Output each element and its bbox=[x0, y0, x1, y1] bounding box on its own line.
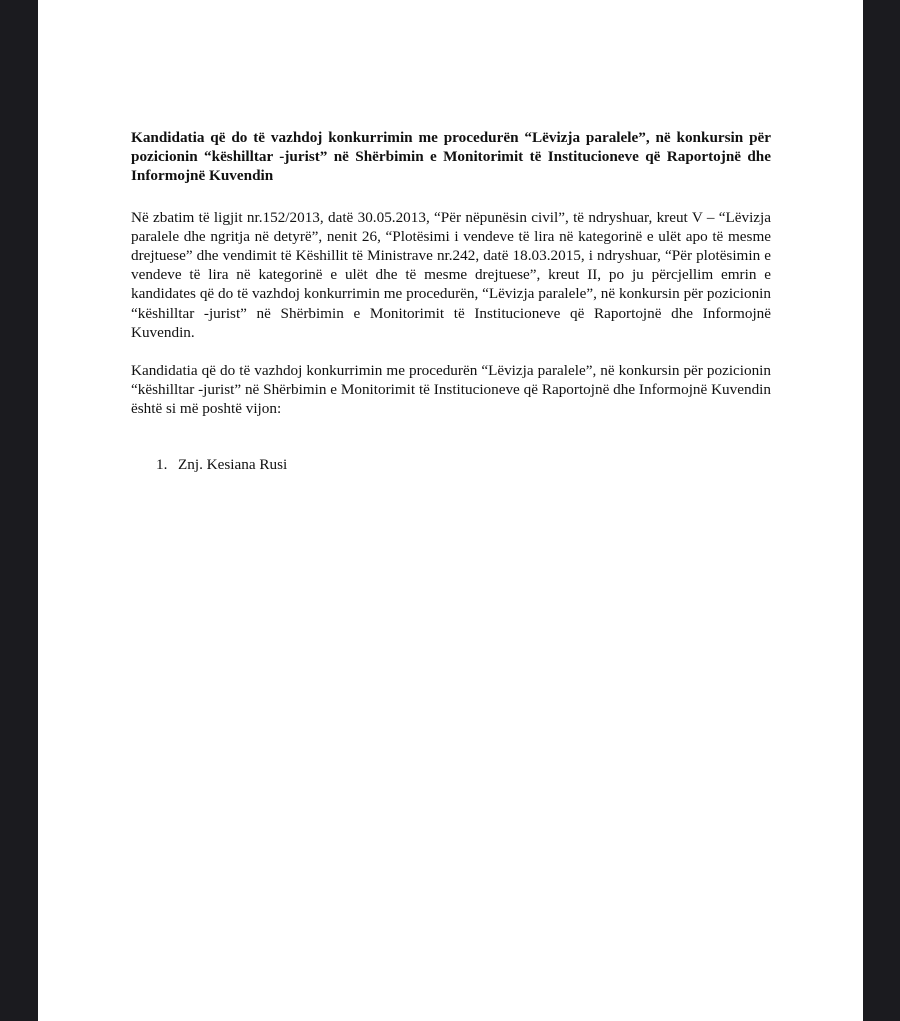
list-item bbox=[156, 455, 771, 474]
list-item-number: 1. bbox=[156, 455, 168, 473]
document-heading: Kandidatia që do të vazhdoj konkurrimin me procedurën “Lëvizja paralele”, në konkursin për pozicionin “këshilltar -jurist” në Shërbimin e Monitorimit të Institucioneve që Raportojnë dhe Informojnë Kuvendin bbox=[131, 129, 771, 185]
candidate-list bbox=[131, 455, 771, 474]
document-body bbox=[131, 128, 771, 474]
document-page bbox=[38, 0, 863, 1021]
candidate-name: Znj. Kesiana Rusi bbox=[178, 455, 288, 473]
statement-paragraph: Kandidatia që do të vazhdoj konkurrimin me procedurën “Lëvizja paralele”, në konkursin për pozicionin “këshilltar -jurist” në Shërbimin e Monitorimit të Institucioneve që Raportojnë dhe Informojnë Kuvendin është si më poshtë vijon: bbox=[131, 362, 771, 418]
intro-paragraph: Në zbatim të ligjit nr.152/2013, datë 30.05.2013, “Për nëpunësin civil”, të ndryshuar, kreut V – “Lëvizja paralele dhe ngritja në detyrë”, nenit 26, “Plotësimi i vendeve të lira në kategorinë e ulët apo të mesme drejtuese” dhe vendimit të Këshillit të Ministrave nr.242, datë 18.03.2015, i ndryshuar, “Për plotësimin e vendeve të lira në kategorinë e ulët dhe të mesme drejtuese”, kreut II, po ju përcjellim emrin e kandidates që do të vazhdoj konkurrimin me procedurën, “Lëvizja paralele”, në konkursin për pozicionin “këshilltar -jurist” në Shërbimin e Monitorimit të Institucioneve që Raportojnë dhe Informojnë Kuvendin. bbox=[131, 208, 771, 341]
